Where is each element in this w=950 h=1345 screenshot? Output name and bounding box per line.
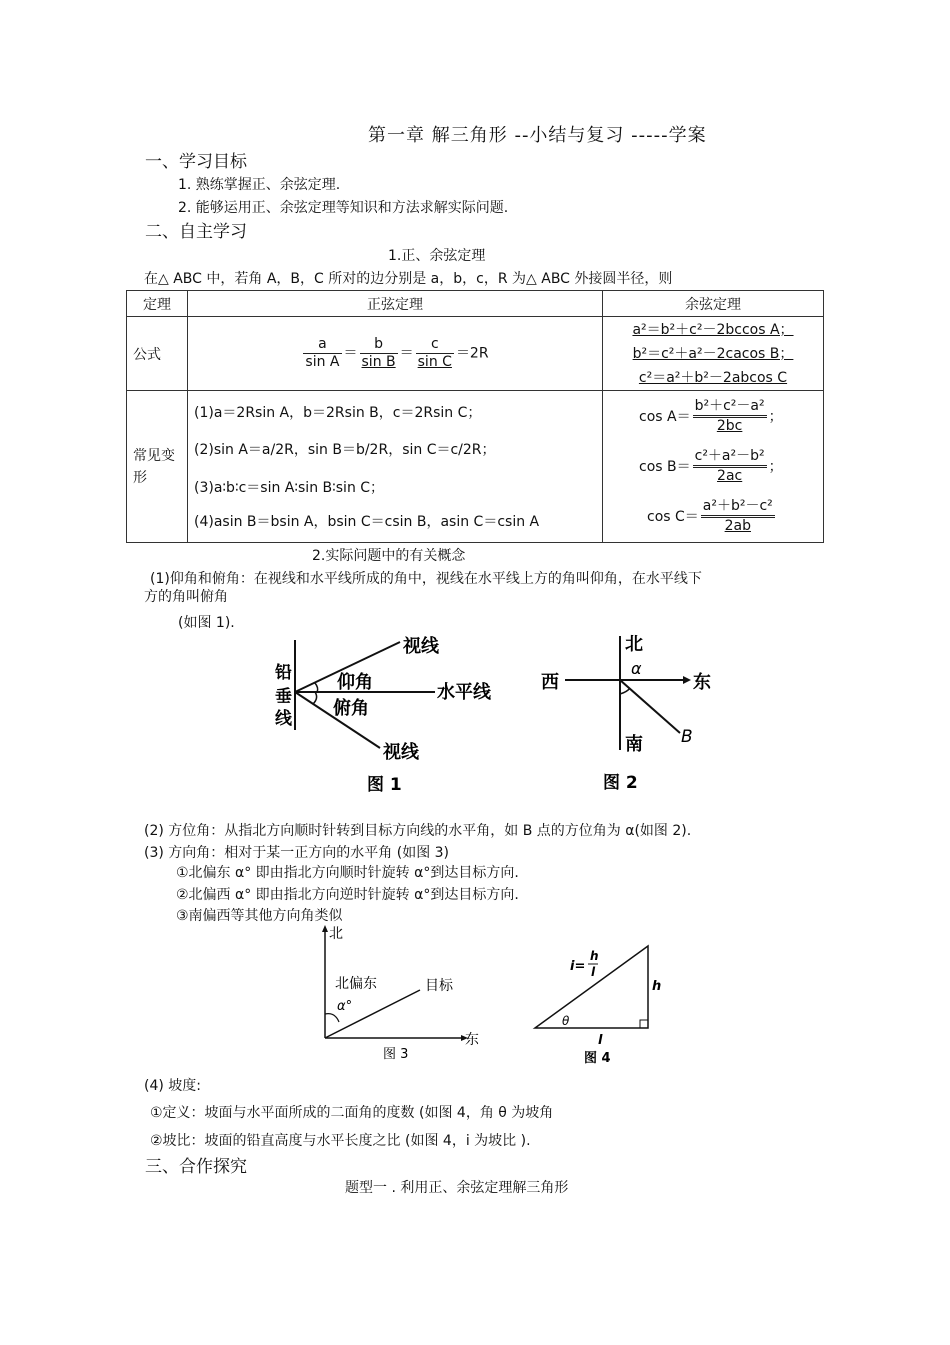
row-label: 常见变形 (127, 391, 188, 543)
label-B: B (681, 727, 693, 747)
label-h-frac: h (590, 949, 599, 963)
cos-formula-c: c²＝a²＋b²－2abcos C (638, 369, 788, 386)
cosA-variant: cos A＝ $\frac{\text{b²＋c²－a²}}{2bc}$ ； (639, 398, 783, 434)
label-sight-down: 视线 (383, 742, 419, 763)
frac-den: sin A (305, 354, 340, 370)
label-east: 东 (693, 672, 711, 693)
para-2: (2) 方位角：从指北方向顺时针转到目标方向线的水平角，如 B 点的方位角为 α(如图 2). (144, 823, 692, 839)
section2-heading: 二、自主学习 (145, 222, 247, 242)
label-elevation: 仰角 (337, 672, 373, 693)
frac-num: b²＋c²－a² (693, 398, 767, 418)
cosine-variants (603, 391, 824, 543)
table-header: 正弦定理 (188, 291, 603, 317)
para-3b: ②北偏西 α° 即由指北方向逆时针旋转 α°到达目标方向. (176, 887, 519, 903)
cos-formula-a: a²＝b²＋c²－2bccos A； (632, 321, 794, 338)
subheading-1: 1.正、余弦定理 (388, 248, 486, 264)
frac-den: 2ab (724, 518, 751, 534)
subheading-2: 2.实际问题中的有关概念 (312, 548, 466, 564)
label-h: h (652, 979, 662, 994)
label-south: 南 (625, 734, 643, 755)
caption-fig1: 图 1 (367, 775, 402, 795)
figure-4-slope (530, 940, 670, 1070)
label-horizontal: 水平线 (437, 682, 491, 703)
figure-2-bearing (535, 628, 720, 800)
cosine-law-formulas (603, 317, 824, 391)
row-label: 公式 (127, 317, 188, 391)
frac-den: 2bc (716, 418, 743, 434)
variant-4: (4)asin B＝bsin A，bsin C＝csin B，asin C＝csin A (194, 513, 540, 530)
caption-fig4: 图 4 (584, 1051, 611, 1066)
frac-den: sin C (417, 354, 452, 370)
label-sight-up: 视线 (403, 636, 439, 657)
label-vertical-1: 铅 (275, 663, 292, 683)
label-depression: 俯角 (333, 698, 369, 719)
table-header: 余弦定理 (603, 291, 824, 317)
label-theta: θ (562, 1014, 570, 1028)
para-1a: (1)仰角和俯角：在视线和水平线所成的角中，视线在水平线上方的角叫仰角，在水平线下 (150, 571, 702, 587)
question-type-1: 题型一 . 利用正、余弦定理解三角形 (345, 1180, 569, 1196)
cosA-lhs: cos A＝ (639, 408, 691, 425)
para-1c: (如图 1). (178, 615, 235, 631)
caption-fig2: 图 2 (603, 773, 638, 793)
label-alpha: α° (337, 999, 353, 1014)
para-4b: ②坡比：坡面的铅直高度与水平长度之比 (如图 4，i 为坡比 ). (150, 1133, 531, 1149)
cosC-lhs: cos C＝ (647, 508, 699, 525)
cosC-variant (639, 492, 817, 542)
svg-text:线: 线 (275, 709, 292, 729)
cosB-variant: cos B＝ $\frac{\text{c²＋a²－b²}}{2ac}$ ； (639, 448, 783, 484)
para-3: (3) 方向角：相对于某一正方向的水平角 (如图 3) (144, 845, 450, 861)
para-1b: 方的角叫俯角 (144, 589, 228, 605)
frac-num: c (416, 336, 454, 354)
cos-formula-b: b²＝c²＋a²－2cacos B； (632, 345, 794, 362)
variant-2: (2)sin A＝a/2R，sin B＝b/2R，sin C＝c/2R； (194, 441, 496, 458)
section3-heading: 三、合作探究 (145, 1157, 247, 1177)
label-west: 西 (541, 672, 559, 693)
sine-variants (188, 391, 603, 543)
figure-1-elevation (265, 630, 515, 800)
label-alpha: α (631, 659, 642, 678)
frac-num: a (303, 336, 341, 354)
frac-num: b (360, 336, 398, 354)
variant-1: (1)a＝2Rsin A，b＝2Rsin B，c＝2Rsin C； (194, 404, 482, 421)
frac-den: 2ac (717, 468, 743, 484)
variant-3: (3)a∶b∶c＝sin A∶sin B∶sin C； (194, 479, 385, 496)
label-north: 北 (329, 926, 343, 942)
label-l: l (598, 1033, 603, 1048)
label-target: 目标 (425, 978, 453, 994)
frac-den: sin B (361, 354, 396, 370)
eq-2R: ＝2R (455, 345, 489, 362)
label-i: i= (570, 959, 586, 974)
label-ne: 北偏东 (335, 976, 377, 992)
frac-num: a²＋b²－c² (701, 498, 775, 518)
theorem-table (126, 290, 824, 543)
frac-num: c²＋a²－b² (693, 448, 767, 468)
para-3c: ③南偏西等其他方向角类似 (176, 908, 343, 924)
para-3a: ①北偏东 α° 即由指北方向顺时针旋转 α°到达目标方向. (176, 865, 519, 881)
cosB-lhs: cos B＝ (639, 458, 691, 475)
para-4: (4) 坡度: (144, 1078, 201, 1094)
svg-text:垂: 垂 (275, 687, 292, 707)
direction-line (620, 680, 680, 733)
label-east: 东 (465, 1032, 479, 1048)
sine-law-formula: $\frac{a}{\text{sin A}}$ ＝ $\frac{b}{\text{sin B}}$ ＝ $\frac{c}{\text{sin C}}$ ＝2R (188, 317, 603, 391)
para-4a: ①定义：坡面与水平面所成的二面角的度数 (如图 4，角 θ 为坡角 (150, 1105, 554, 1121)
table-header: 定理 (127, 291, 188, 317)
label-north: 北 (625, 634, 643, 655)
section1-heading: 一、学习目标 (145, 152, 247, 172)
label-l-frac: l (591, 965, 596, 979)
table-intro: 在△ ABC 中，若角 A，B，C 所对的边分别是 a，b，c，R 为△ ABC 外接圆半径，则 (144, 271, 673, 287)
objective-1: 1. 熟练掌握正、余弦定理. (178, 177, 341, 193)
page-title: 第一章 解三角形 --小结与复习 -----学案 (368, 125, 707, 146)
objective-2: 2. 能够运用正、余弦定理等知识和方法求解实际问题. (178, 200, 509, 216)
caption-fig3: 图 3 (383, 1047, 409, 1062)
figure-3-direction (315, 922, 490, 1067)
